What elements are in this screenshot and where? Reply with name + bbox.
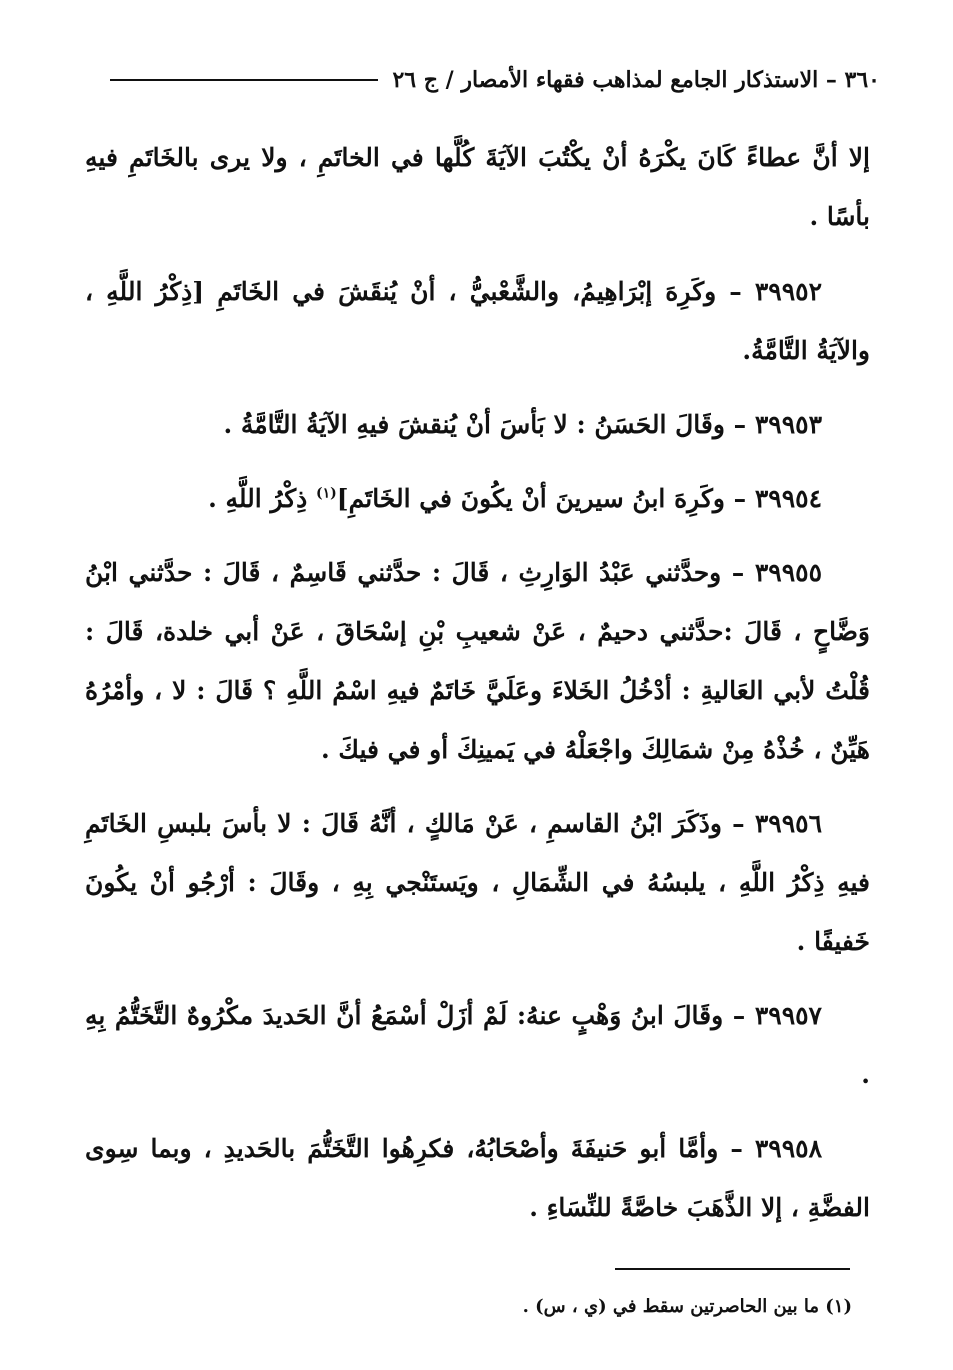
paragraph-number: ٣٩٩٥٣ <box>754 410 822 439</box>
paragraph-number: ٣٩٩٥٤ <box>754 484 822 513</box>
footnote-text: (١) ما بين الحاصرتين سقط في (ي ، س) . <box>522 1296 852 1317</box>
paragraph-continuation <box>85 128 870 246</box>
paragraph-39955 <box>85 543 870 779</box>
paragraph-39954 <box>85 469 870 528</box>
running-header-title: ٣٦٠ – الاستذكار الجامع لمذاهب فقهاء الأمصار / ج ٢٦ <box>392 67 880 93</box>
paragraph-number: ٣٩٩٥٦ <box>754 809 822 838</box>
paragraph-text: – وقَالَ ابنُ وَهْبٍ عنهُ: لَمْ أزَلْ أسْمَعُ أنَّ الحَديدَ مكْرُوهٌ التَّخَتُّمُ بِهِ . <box>85 1001 870 1089</box>
paragraph-text: – وذَكَرَ ابْنُ القاسمِ ، عَنْ مَالكٍ ، أنَّهُ قَالَ : لا بأسَ بلبسِ الخَاتَمِ فيهِ ذِكْرُ اللَّهِ ، يلبسُهُ في الشِّمَالِ ، ويَستَنْجي بِهِ ، وقَالَ : أرْجُو أنْ يكُونَ خَفيفًا . <box>85 809 870 956</box>
paragraph-text: – وقَالَ الحَسَنُ : لا بَأسَ أنْ يُنقشَ فيهِ الآيَةُ التَّامَّةُ . <box>223 410 747 439</box>
paragraph-text: – وأمَّا أبو حَنيفَةَ وأصْحَابُهُ، فكرِهُوا التَّخَتُّمَ بالحَديدِ ، وبما سِوى الفضَّةِ ، إلا الذَّهَبَ خاصَّةً للنِّسَاءِ . <box>85 1134 870 1222</box>
page-header <box>110 60 880 100</box>
page-body <box>85 128 870 1252</box>
footnote-separator <box>615 1268 850 1270</box>
footnote-reference: (١) <box>315 485 337 502</box>
footnote <box>300 1296 852 1317</box>
header-rule <box>110 79 378 81</box>
paragraph-39952 <box>85 262 870 380</box>
paragraph-39957 <box>85 986 870 1104</box>
paragraph-number: ٣٩٩٥٨ <box>754 1134 822 1163</box>
paragraph-39953 <box>85 395 870 454</box>
paragraph-number: ٣٩٩٥٢ <box>754 277 822 306</box>
paragraph-39956 <box>85 794 870 971</box>
paragraph-number: ٣٩٩٥٥ <box>754 558 822 587</box>
paragraph-39958 <box>85 1119 870 1237</box>
paragraph-text-continued: ذِكْرُ اللَّهِ . <box>208 484 316 513</box>
paragraph-text: – وكَرِهَ إبْرَاهِيمُ، والشَّعْبيُّ ، أنْ يُنقَشَ في الخَاتَمِ [ذِكْرُ اللَّهِ ، والآيَةُ التَّامَّةُ. <box>85 277 870 365</box>
paragraph-text: – وحدَّثني عَبْدُ الوَارِثِ ، قَالَ : حدَّثني قَاسِمٌ ، قَالَ : حدَّثني ابْنُ وَضَّاحٍ ، قَالَ :حدَّثني دحيمٌ ، عَنْ شعيبِ بْنِ إسْحَاقَ ، عَنْ أبي خلدة، قَالَ : قُلْتُ لأبي العَاليةِ : أدْخُلُ الخَلاءَ وعَلَيَّ خَاتَمٌ فيهِ اسْمُ اللَّهِ ؟ قَالَ : لا ، وأمْرُهُ هَيِّنٌ ، خُذْهُ مِنْ شمَالِكَ واجْعَلْهُ في يَمينِكَ أو في فيكَ . <box>85 558 870 764</box>
paragraph-text: إلا أنَّ عطاءً كَانَ يكْرَهُ أنْ يكْتُبَ الآيَةَ كُلَّها في الخاتَمِ ، ولا يرى بالخَاتَمِ فيهِ بأسًا . <box>85 143 870 231</box>
paragraph-text: – وكَرِهَ ابنُ سيرينَ أنْ يكُونَ في الخَاتَمِ] <box>336 484 747 513</box>
paragraph-number: ٣٩٩٥٧ <box>754 1001 822 1030</box>
